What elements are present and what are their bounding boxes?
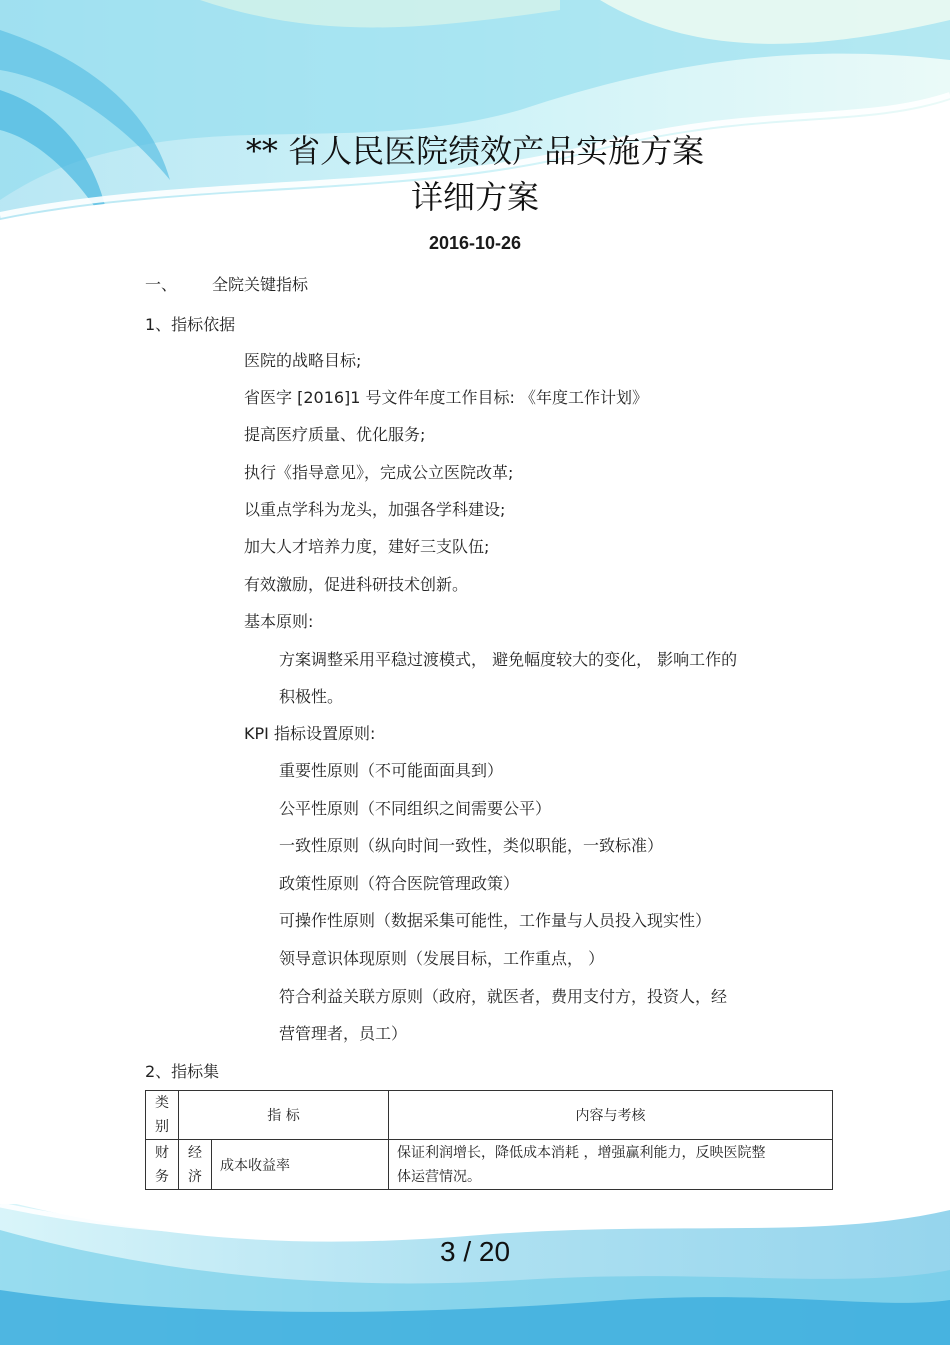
header-indicator: 指 标	[179, 1091, 389, 1140]
section-number: 一、	[145, 275, 178, 294]
row-indicator: 成本收益率	[212, 1140, 389, 1190]
row-subcategory-line: 经	[188, 1144, 202, 1161]
row-content-line: 保证利润增长，降低成本消耗 ，增强赢利能力，反映医院整	[397, 1144, 766, 1161]
document-title: ** 省人民医院绩效产品实施方案	[245, 132, 705, 170]
table-row	[146, 1140, 833, 1190]
kpi-principle-item: 公平性原则（不同组织之间需要公平）	[279, 799, 552, 818]
kpi-principle-item-cont: 营管理者，员工）	[279, 1024, 408, 1043]
kpi-principle-item: 政策性原则（符合医院管理政策）	[279, 874, 520, 893]
kpi-principle-item: 一致性原则（纵向时间一致性，类似职能，一致标准）	[279, 836, 664, 855]
list-item: 执行《指导意见》，完成公立医院改革;	[244, 463, 514, 482]
row-subcategory-line: 济	[188, 1168, 202, 1185]
subsection-title: 1、指标依据	[145, 315, 236, 334]
section-title: 全院关键指标	[212, 275, 309, 294]
header-category-line: 类	[155, 1095, 169, 1111]
row-subcategory	[179, 1140, 212, 1190]
list-item: 医院的战略目标;	[244, 351, 362, 370]
list-item: 省医字 [2016]1 号文件年度工作目标: 《年度工作计划》	[244, 388, 649, 407]
list-item: 提高医疗质量、优化服务;	[244, 425, 426, 444]
kpi-principle-item: 符合利益关联方原则（政府，就医者，费用支付方，投资人，经	[279, 987, 728, 1006]
basic-principle-text: 方案调整采用平稳过渡模式， 避免幅度较大的变化， 影响工作的	[279, 650, 738, 669]
kpi-principle-item: 领导意识体现原则（发展目标，工作重点， ）	[279, 949, 605, 968]
row-content-line: 体运营情况。	[397, 1168, 481, 1185]
table-header-row	[146, 1091, 833, 1140]
list-item: 加大人才培养力度，建好三支队伍;	[244, 537, 490, 556]
row-category-line: 务	[155, 1168, 169, 1185]
basic-principle-text-cont: 积极性。	[279, 687, 344, 706]
row-category	[146, 1140, 179, 1190]
document-subtitle: 详细方案	[410, 178, 539, 216]
row-content	[389, 1140, 833, 1190]
page-number: 3 / 20	[439, 1236, 511, 1267]
kpi-principle-item: 重要性原则（不可能面面具到）	[279, 761, 504, 780]
subsection-title: 2、指标集	[145, 1062, 220, 1081]
list-item: 以重点学科为龙头，加强各学科建设;	[244, 500, 506, 519]
header-content: 内容与考核	[389, 1091, 833, 1140]
document-date: 2016-10-26	[428, 233, 522, 253]
header-category	[146, 1091, 179, 1140]
kpi-principle-item: 可操作性原则（数据采集可能性，工作量与人员投入现实性）	[279, 911, 712, 930]
header-category-line: 别	[155, 1119, 169, 1135]
list-item: 有效激励，促进科研技术创新。	[244, 575, 469, 594]
row-category-line: 财	[155, 1144, 169, 1161]
kpi-principle-label: KPI 指标设置原则:	[244, 724, 376, 743]
indicator-table	[145, 1090, 833, 1190]
basic-principle-label: 基本原则:	[244, 612, 314, 631]
